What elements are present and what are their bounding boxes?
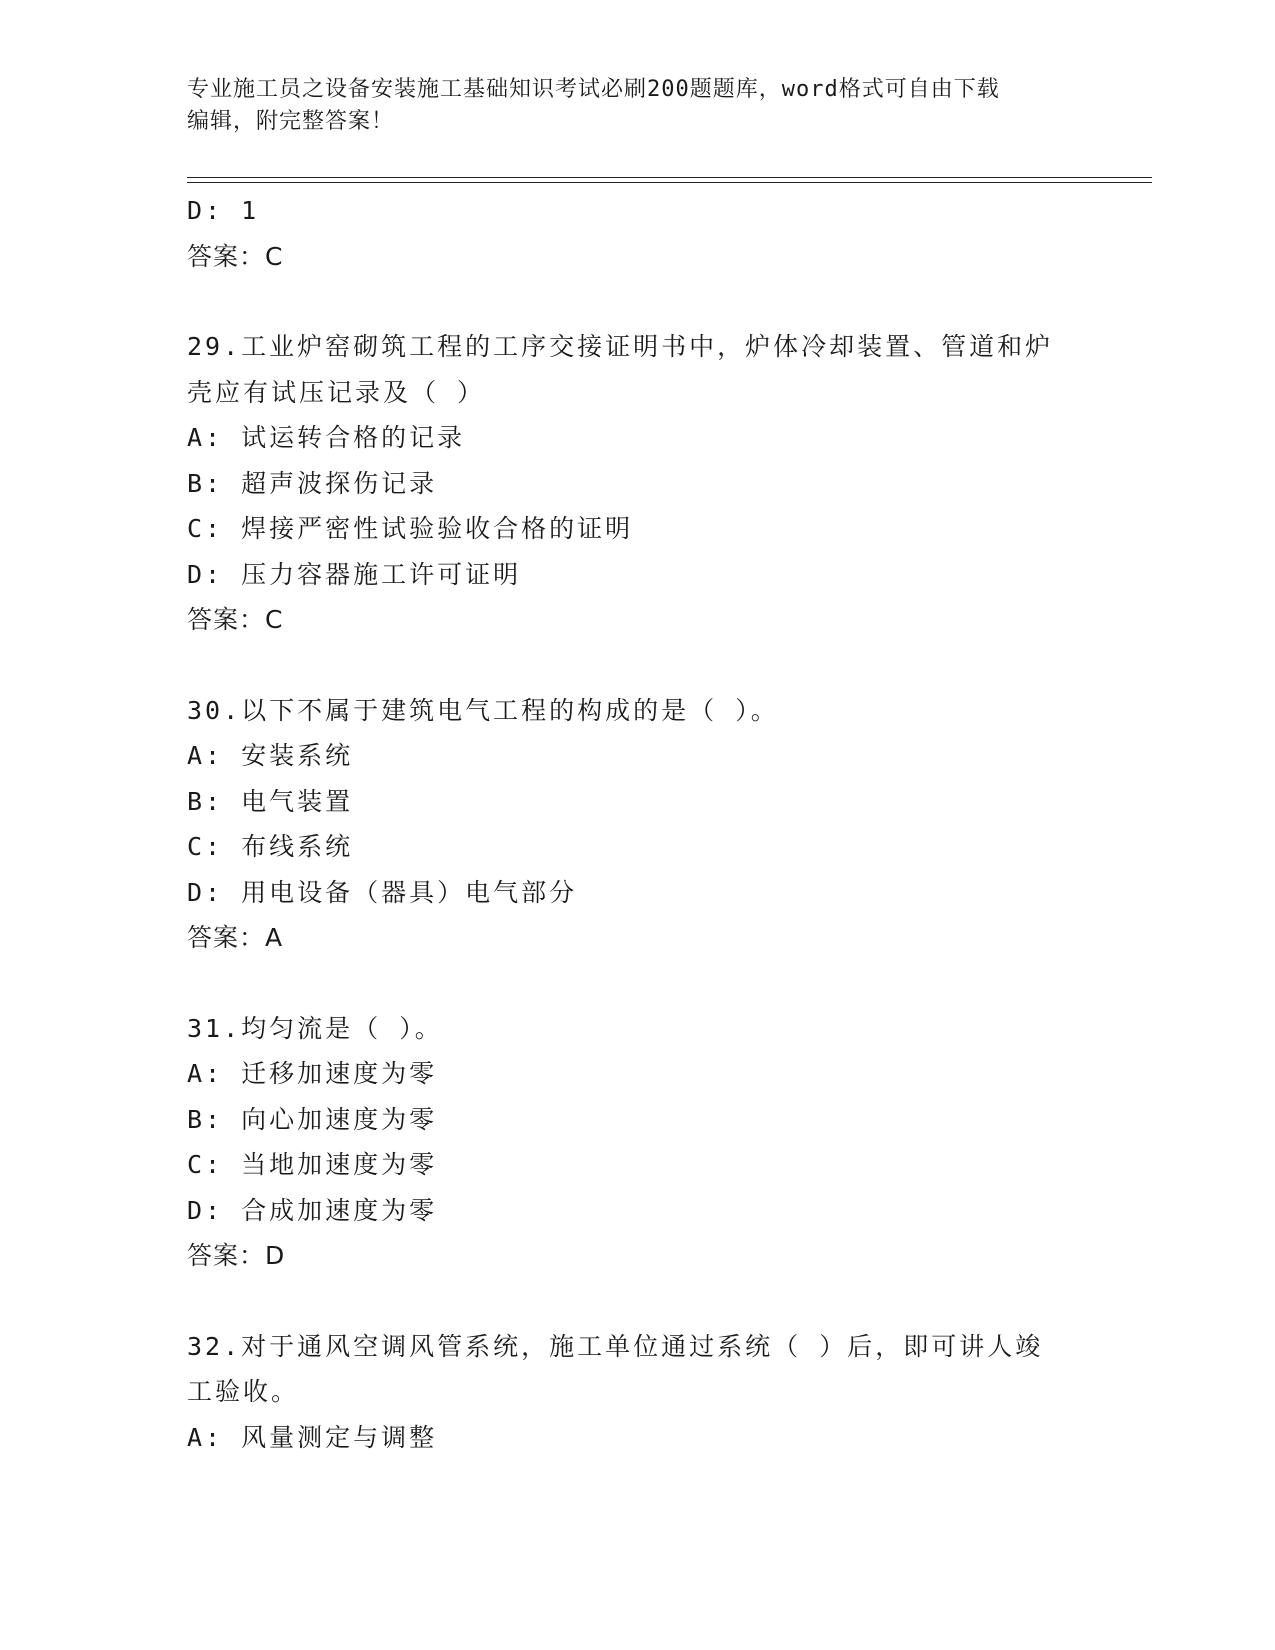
question-29-stem-line-2: 壳应有试压记录及（ ） <box>187 377 486 407</box>
spacer <box>187 1279 1087 1324</box>
header-divider-top <box>187 177 1152 178</box>
question-32-option-a: A: 风量测定与调整 <box>187 1422 438 1452</box>
question-30 <box>187 688 1087 961</box>
question-32-stem-line-2: 工验收。 <box>187 1377 300 1406</box>
question-29-answer: 答案：C <box>187 605 284 634</box>
question-32-stem-line-1: 32.对于通风空调风管系统，施工单位通过系统（ ）后，即可讲人竣 <box>187 1331 1044 1361</box>
question-31-option-a: A: 迁移加速度为零 <box>187 1059 438 1088</box>
spacer <box>187 961 1087 1006</box>
question-31 <box>187 1006 1087 1279</box>
question-31-option-b: B: 向心加速度为零 <box>187 1104 438 1134</box>
question-29-option-d: D: 压力容器施工许可证明 <box>187 559 522 589</box>
spacer <box>187 643 1087 688</box>
question-30-option-b: B: 电气装置 <box>187 786 354 816</box>
question-29-option-c: C: 焊接严密性试验验收合格的证明 <box>187 514 634 543</box>
question-31-stem-line-1: 31.均匀流是（ ）。 <box>187 1013 443 1043</box>
question-29 <box>187 324 1087 643</box>
question-32 <box>187 1324 1087 1461</box>
header-divider-bottom <box>187 182 1152 183</box>
question-29-option-a: A: 试运转合格的记录 <box>187 423 466 452</box>
question-30-option-a: A: 安装系统 <box>187 741 354 770</box>
question-31-option-c: C: 当地加速度为零 <box>187 1150 438 1179</box>
document-header <box>187 74 1067 138</box>
question-30-answer: 答案：A <box>187 923 284 952</box>
question-31-answer: 答案：D <box>187 1241 286 1270</box>
question-30-option-d: D: 用电设备（器具）电气部分 <box>187 877 578 907</box>
question-29-option-b: B: 超声波探伤记录 <box>187 468 438 498</box>
spacer <box>187 279 1087 324</box>
question-list <box>187 188 1087 1460</box>
question-31-option-d: D: 合成加速度为零 <box>187 1195 438 1225</box>
prev-option-d: D: 1 <box>187 196 260 225</box>
header-line-2: 编辑，附完整答案！ <box>187 109 395 134</box>
question-30-stem-line-1: 30.以下不属于建筑电气工程的构成的是（ ）。 <box>187 695 779 725</box>
prev-answer: 答案：C <box>187 241 284 271</box>
question-30-option-c: C: 布线系统 <box>187 832 354 861</box>
header-line-1: 专业施工员之设备安装施工基础知识考试必刷200题题库，word格式可自由下载 <box>187 77 1000 102</box>
question-29-stem-line-1: 29.工业炉窑砌筑工程的工序交接证明书中，炉体冷却装置、管道和炉 <box>187 332 1054 361</box>
